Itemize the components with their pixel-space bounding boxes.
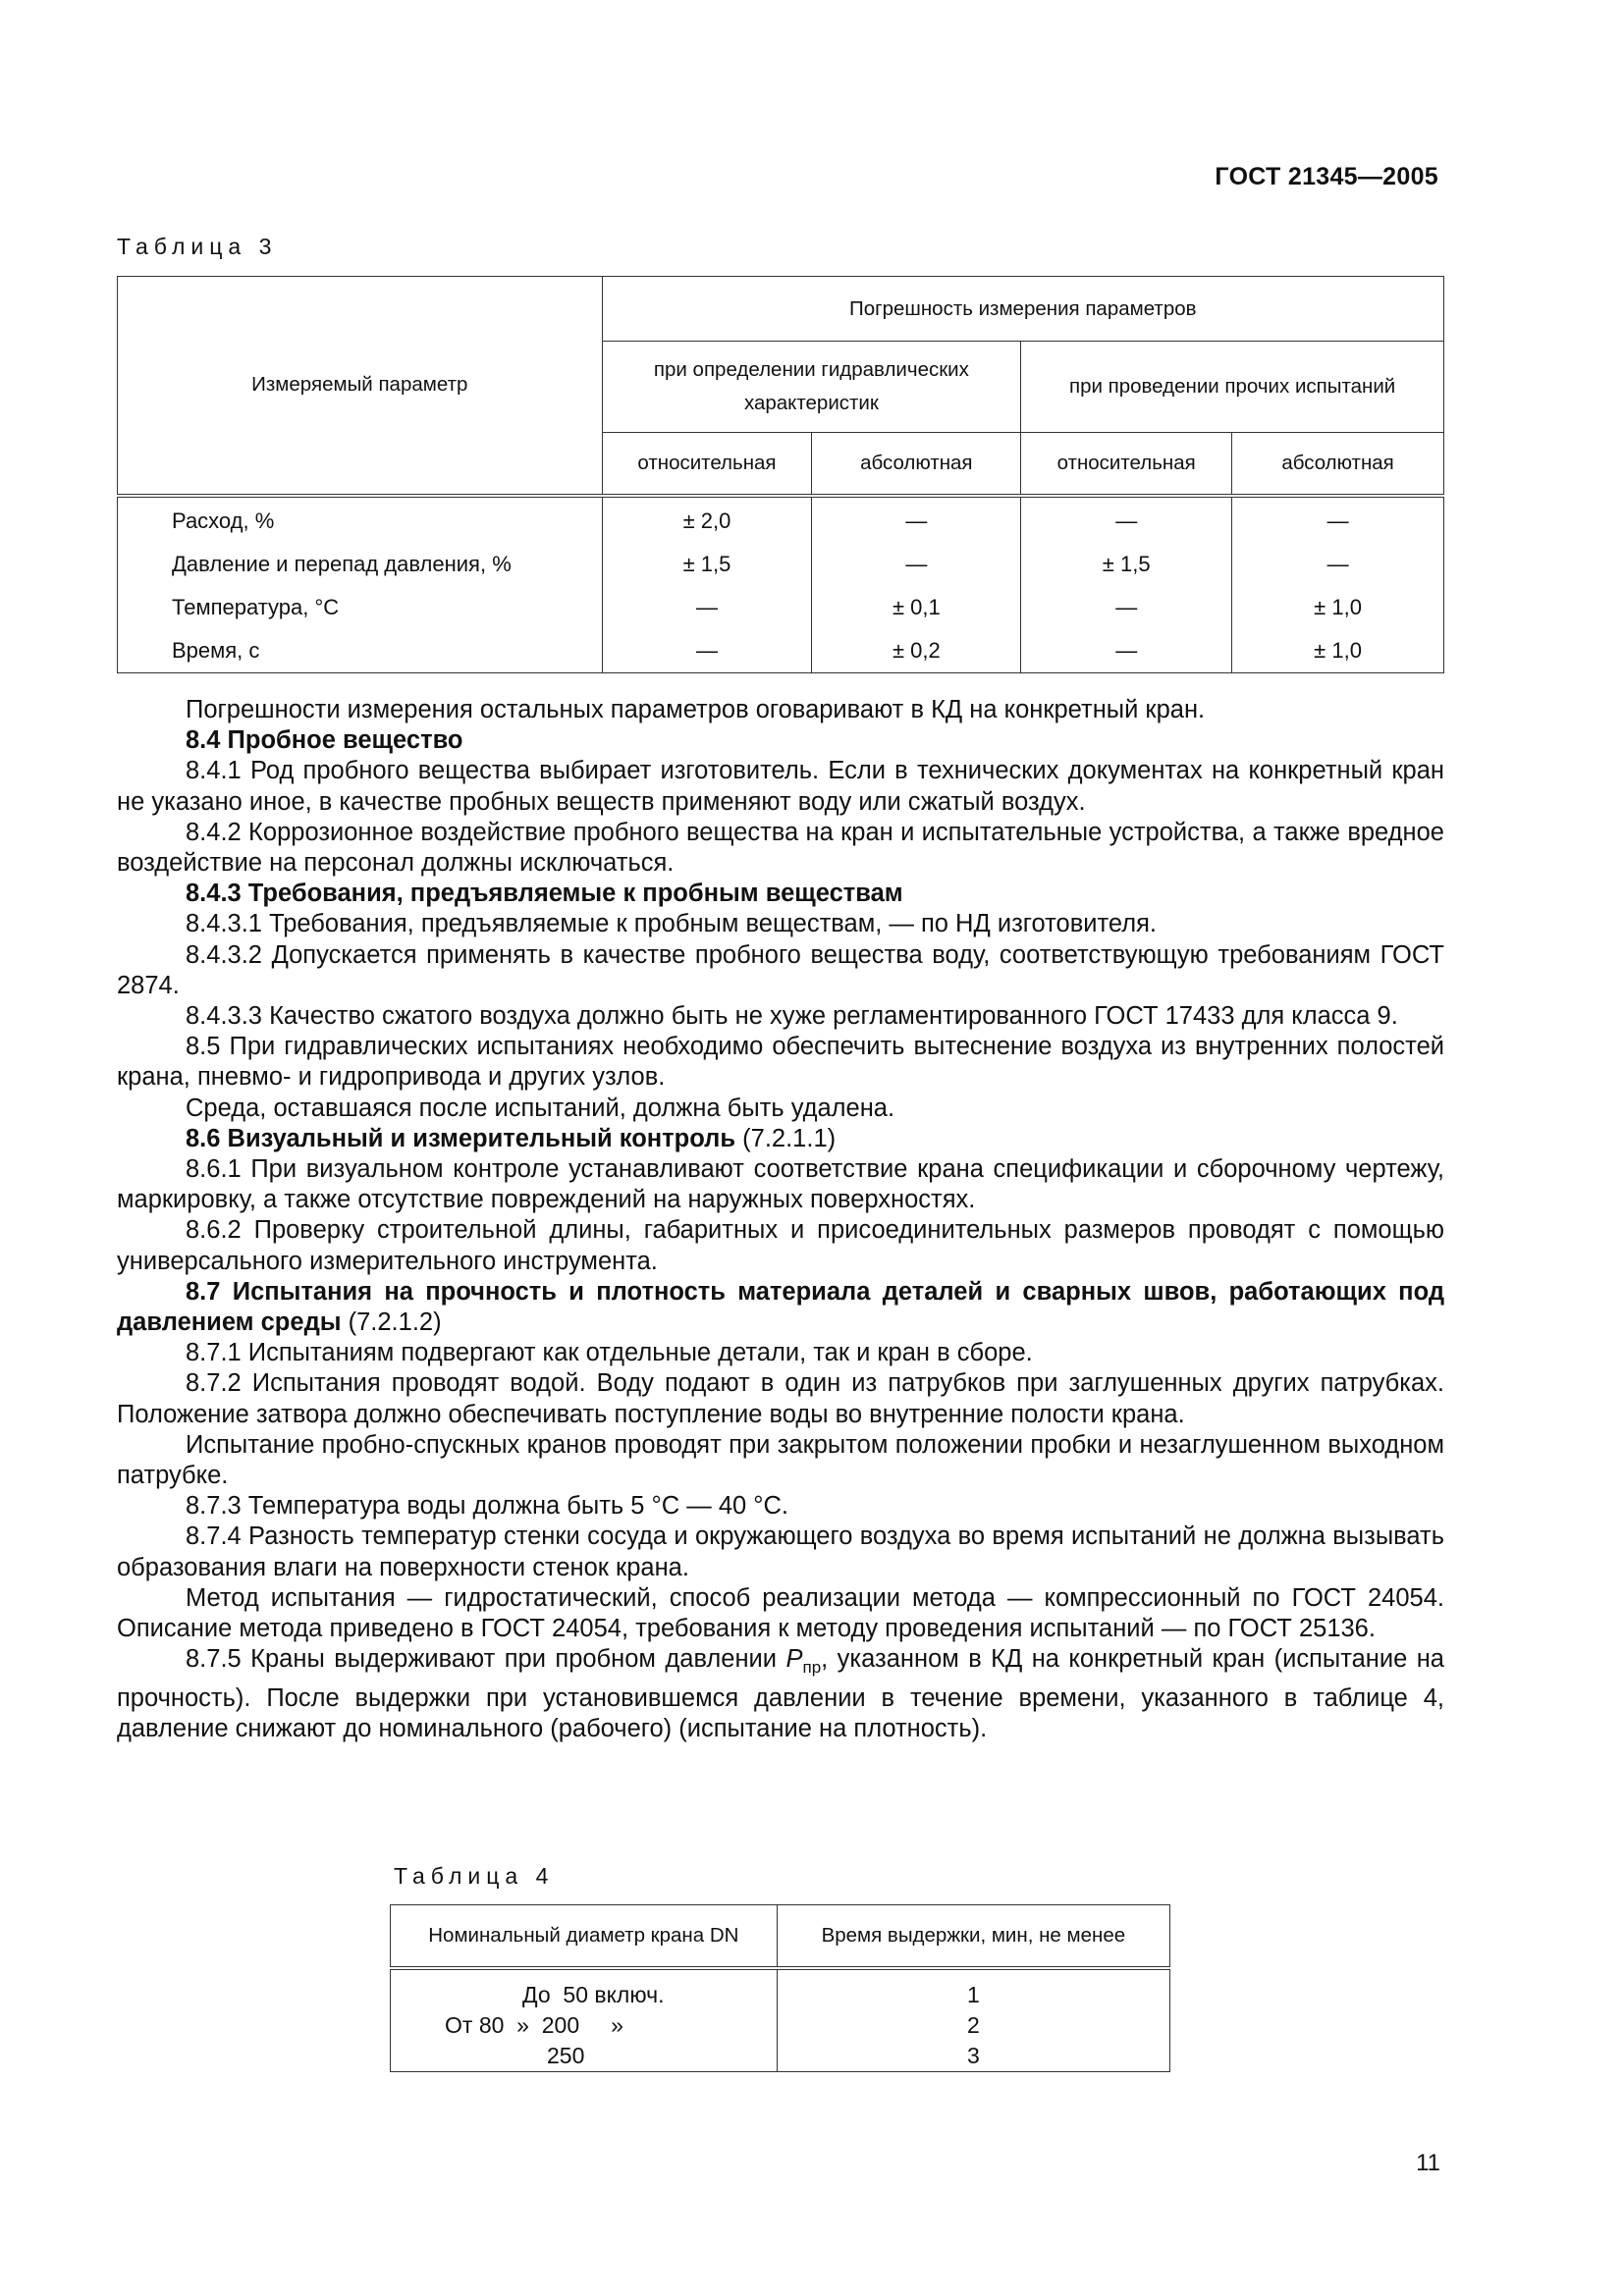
table-row (118, 629, 1444, 673)
table3-cell: — (812, 543, 1021, 586)
table3-cell: ± 1,0 (1232, 629, 1444, 673)
table3-cell: ± 1,0 (1232, 586, 1444, 629)
table4-dn-row: 250 (547, 2043, 585, 2068)
table3-cell: ± 0,1 (812, 586, 1021, 629)
table3 (117, 276, 1444, 673)
section-ref: (7.2.1.1) (735, 1124, 837, 1152)
paragraph-8-7-2-note: Испытание пробно-спускных кранов проводят при закрытом положении пробки и незаглушенном выходном патрубке. (117, 1430, 1444, 1490)
table3-cell: Время, с (118, 629, 603, 673)
table4-dn-row: От 80 » 200 » (445, 2012, 623, 2038)
paragraph-8-4-3-2: 8.4.3.2 Допускается применять в качестве пробного вещества воду, соответствующую требованиям ГОСТ 2874. (117, 940, 1444, 999)
table3-header-group: Погрешность измерения параметров (602, 277, 1443, 342)
pressure-symbol: P (785, 1645, 803, 1674)
table3-cell: — (1232, 543, 1444, 586)
table3-header-other: при проведении прочих испытаний (1021, 342, 1444, 433)
section-heading-8-4: 8.4 Пробное вещество (186, 726, 463, 755)
section-heading-8-7 (117, 1277, 1444, 1338)
paragraph-8-7-3: 8.7.3 Температура воды должна быть 5 °С — 40 °С. (186, 1492, 788, 1521)
table-row (118, 586, 1444, 629)
table-row (118, 543, 1444, 586)
table-row (118, 496, 1444, 543)
table3-cell: ± 1,5 (1021, 543, 1232, 586)
table3-cell: ± 1,5 (602, 543, 812, 586)
table3-cell: ± 2,0 (602, 496, 812, 543)
table3-cell: — (1232, 496, 1444, 543)
table3-header-rel-2: относительная (1021, 433, 1232, 496)
paragraph-8-4-3-1: 8.4.3.1 Требования, предъявляемые к пробным веществам, — по НД изготовителя. (186, 910, 1157, 938)
table4 (390, 1904, 1170, 2072)
paragraph-8-4-1: 8.4.1 Род пробного вещества выбирает изготовитель. Если в технических документах на конкретный кран не указано иное, в качестве пробных веществ применяют воду или сжатый воздух. (117, 757, 1444, 816)
body-text (117, 695, 1444, 1744)
section-title: 8.6 Визуальный и измерительный контроль (186, 1124, 736, 1152)
table4-dn-row: До 50 включ. (522, 1982, 665, 2007)
paragraph-8-5: 8.5 При гидравлических испытаниях необходимо обеспечить вытеснение воздуха из внутренних полостей крана, пневмо- и гидропривода и других узлов. (117, 1033, 1444, 1092)
pressure-subscript: пр (802, 1658, 822, 1678)
table3-cell: — (602, 586, 812, 629)
page-number: 11 (1416, 2150, 1440, 2176)
table3-caption: Таблица 3 (117, 234, 278, 259)
table4-header-dn: Номинальный диаметр крана DN (391, 1905, 778, 1969)
table4-time-row: 2 (966, 2012, 980, 2038)
document-id: ГОСТ 21345—2005 (1215, 163, 1438, 190)
paragraph-8-4-3-3: 8.4.3.3 Качество сжатого воздуха должно быть не хуже регламентированного ГОСТ 17433 для класса 9. (186, 1002, 1398, 1031)
table3-cell: — (1021, 496, 1232, 543)
text: , указанном в КД на конкретный кран (испытание на прочность). После выдержки при установившемся давлении в течение времени, указанного в таблице 4, давление снижают до номинального (рабочего) (испытание на плотность). (117, 1645, 1444, 1742)
table3-cell: Температура, °С (118, 586, 603, 629)
table3-cell: — (812, 496, 1021, 543)
table3-header-abs-1: абсолютная (812, 433, 1021, 496)
table4-dn-cell (391, 1968, 778, 2072)
table4-caption: Таблица 4 (394, 1863, 555, 1889)
table4-time-cell (777, 1968, 1169, 2072)
section-title: 8.7 Испытания на прочность и плотность материала деталей и сварных швов, работающих под давлением среды (117, 1277, 1444, 1337)
paragraph-8-6-1: 8.6.1 При визуальном контроле устанавливают соответствие крана спецификации и сборочному чертежу, маркировку, а также отсутствие повреждений на наружных поверхностях. (117, 1155, 1444, 1214)
section-heading-8-6 (117, 1124, 1444, 1154)
paragraph: Погрешности измерения остальных параметров оговаривают в КД на конкретный кран. (186, 696, 1206, 723)
table3-cell: Расход, % (118, 496, 603, 543)
section-ref: (7.2.1.2) (341, 1308, 442, 1337)
table3-cell: Давление и перепад давления, % (118, 543, 603, 586)
paragraph-8-5-note: Среда, оставшаяся после испытаний, должна быть удалена. (186, 1094, 895, 1122)
table3-header-param: Измеряемый параметр (118, 277, 603, 496)
table4-time-row: 3 (966, 2043, 980, 2068)
paragraph-8-7-5 (117, 1644, 1444, 1744)
table3-cell: — (602, 629, 812, 673)
paragraph-8-4-2: 8.4.2 Коррозионное воздействие пробного вещества на кран и испытательные устройства, а также вредное воздействие на персонал должны исключаться. (117, 818, 1444, 878)
table4-header-time: Время выдержки, мин, не менее (777, 1905, 1169, 1969)
table4-time-row: 1 (966, 1982, 980, 2007)
paragraph-8-7-4-method: Метод испытания — гидростатический, способ реализации метода — компрессионный по ГОСТ 24054. Описание метода приведено в ГОСТ 24054, требования к методу проведения испытаний — по ГОСТ 25136. (117, 1583, 1444, 1643)
paragraph-8-6-2: 8.6.2 Проверку строительной длины, габаритных и присоединительных размеров проводят с помощью универсального измерительного инструмента. (117, 1216, 1444, 1275)
table3-cell: ± 0,2 (812, 629, 1021, 673)
table3-cell: — (1021, 629, 1232, 673)
paragraph-8-7-2: 8.7.2 Испытания проводят водой. Воду подают в один из патрубков при заглушенных других патрубках. Положение затвора должно обеспечивать поступление воды во внутренние полости крана. (117, 1369, 1444, 1428)
table3-header-hydraulic: при определении гидравлических характеристик (602, 342, 1021, 433)
paragraph-8-7-1: 8.7.1 Испытаниям подвергают как отдельные детали, так и кран в сборе. (186, 1339, 1033, 1367)
text: 8.7.5 Краны выдерживают при пробном давлении (186, 1645, 786, 1674)
table3-header-abs-2: абсолютная (1232, 433, 1444, 496)
table3-cell: — (1021, 586, 1232, 629)
section-heading-8-4-3: 8.4.3 Требования, предъявляемые к пробным веществам (186, 880, 903, 908)
table3-header-rel-1: относительная (602, 433, 812, 496)
paragraph-8-7-4: 8.7.4 Разность температур стенки сосуда и окружающего воздуха во время испытаний не должна вызывать образования влаги на поверхности стенок крана. (117, 1522, 1444, 1581)
